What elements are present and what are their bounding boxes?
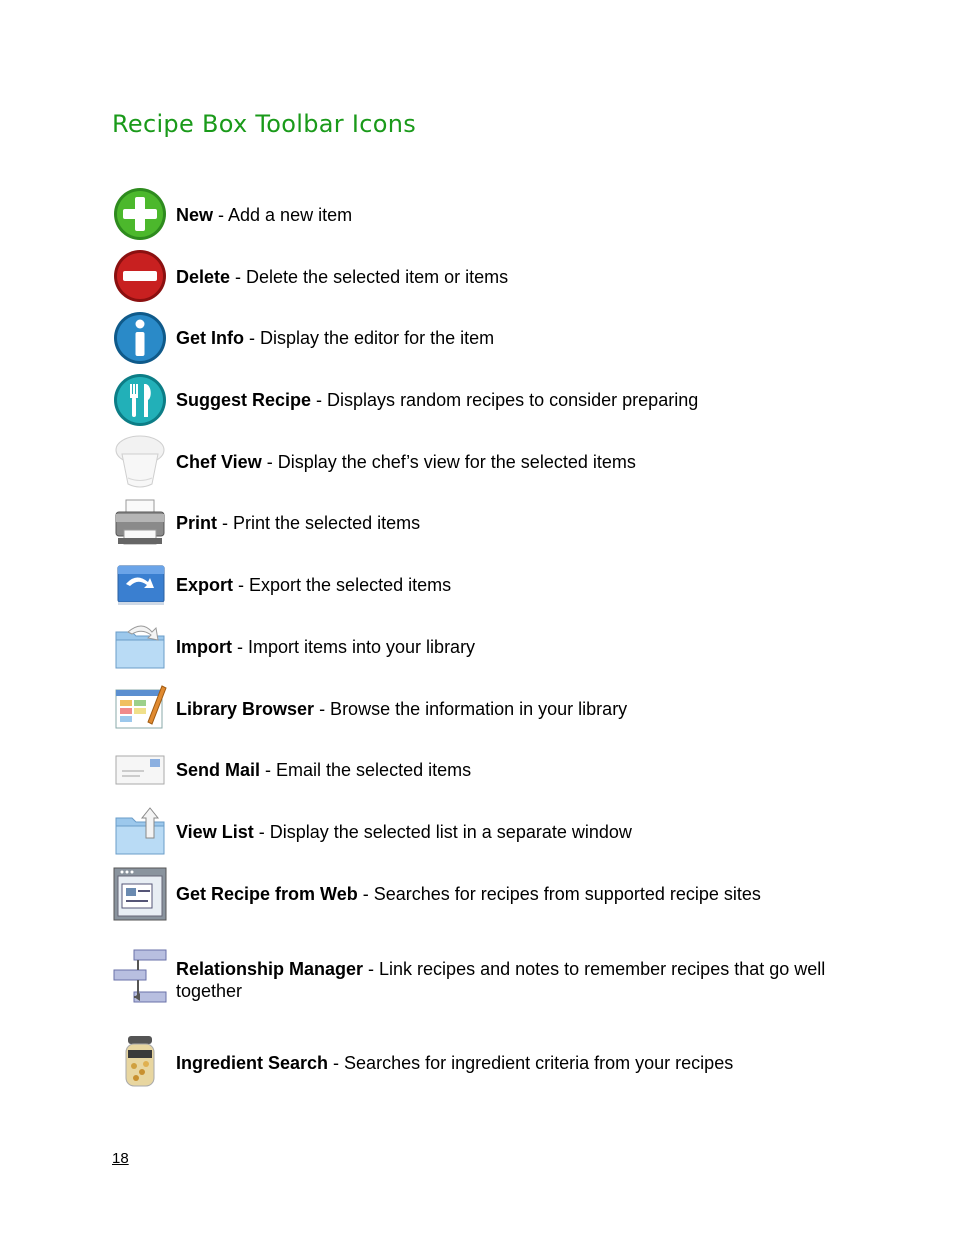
plus-icon (112, 186, 168, 242)
web-browser-icon (112, 866, 168, 922)
item-description: - Display the chef’s view for the selected items (261, 452, 636, 472)
view-list-folder-icon (112, 806, 168, 862)
item-name: Get Recipe from Web (176, 884, 358, 904)
item-name: Suggest Recipe (176, 390, 312, 410)
export-icon (112, 558, 168, 614)
item-name: Relationship Manager (176, 959, 364, 979)
fork-knife-icon (112, 372, 168, 428)
item-description: - Display the editor for the item (244, 328, 495, 348)
item-description: - Browse the information in your library (314, 699, 628, 719)
item-description: - Email the selected items (260, 760, 472, 780)
item-description: - Searches for ingredient criteria from your recipes (328, 1053, 734, 1073)
item-name: New (176, 205, 214, 225)
item-name: Ingredient Search (176, 1053, 329, 1073)
item-name: Send Mail (176, 760, 261, 780)
item-name: Delete (176, 267, 231, 287)
item-description: - Print the selected items (217, 513, 421, 533)
page-title: Recipe Box Toolbar Icons (112, 110, 417, 138)
item-description: - Export the selected items (233, 575, 452, 595)
page-number: 18 (112, 1150, 129, 1167)
chef-hat-icon (112, 434, 168, 490)
item-name: Chef View (176, 452, 262, 472)
item-name: Library Browser (176, 699, 315, 719)
item-description: - Displays random recipes to consider preparing (311, 390, 699, 410)
item-description: - Add a new item (213, 205, 353, 225)
relationship-icon (112, 946, 168, 1002)
item-name: Get Info (176, 328, 244, 348)
ingredient-jar-icon (112, 1034, 168, 1090)
mail-envelope-icon (112, 744, 168, 800)
item-description: - Display the selected list in a separate window (253, 822, 632, 842)
item-description: - Link recipes and notes to remember recipes that go well together (176, 959, 826, 1001)
item-description: - Searches for recipes from supported recipe sites (357, 884, 761, 904)
item-name: View List (176, 822, 254, 842)
item-name: Print (176, 513, 218, 533)
info-icon (112, 310, 168, 366)
library-browser-icon (112, 682, 168, 738)
minus-icon (112, 248, 168, 304)
item-description: - Import items into your library (232, 637, 476, 657)
import-folder-icon (112, 620, 168, 676)
printer-icon (112, 496, 168, 552)
item-name: Import (176, 637, 232, 657)
item-description: - Delete the selected item or items (230, 267, 509, 287)
item-name: Export (176, 575, 234, 595)
